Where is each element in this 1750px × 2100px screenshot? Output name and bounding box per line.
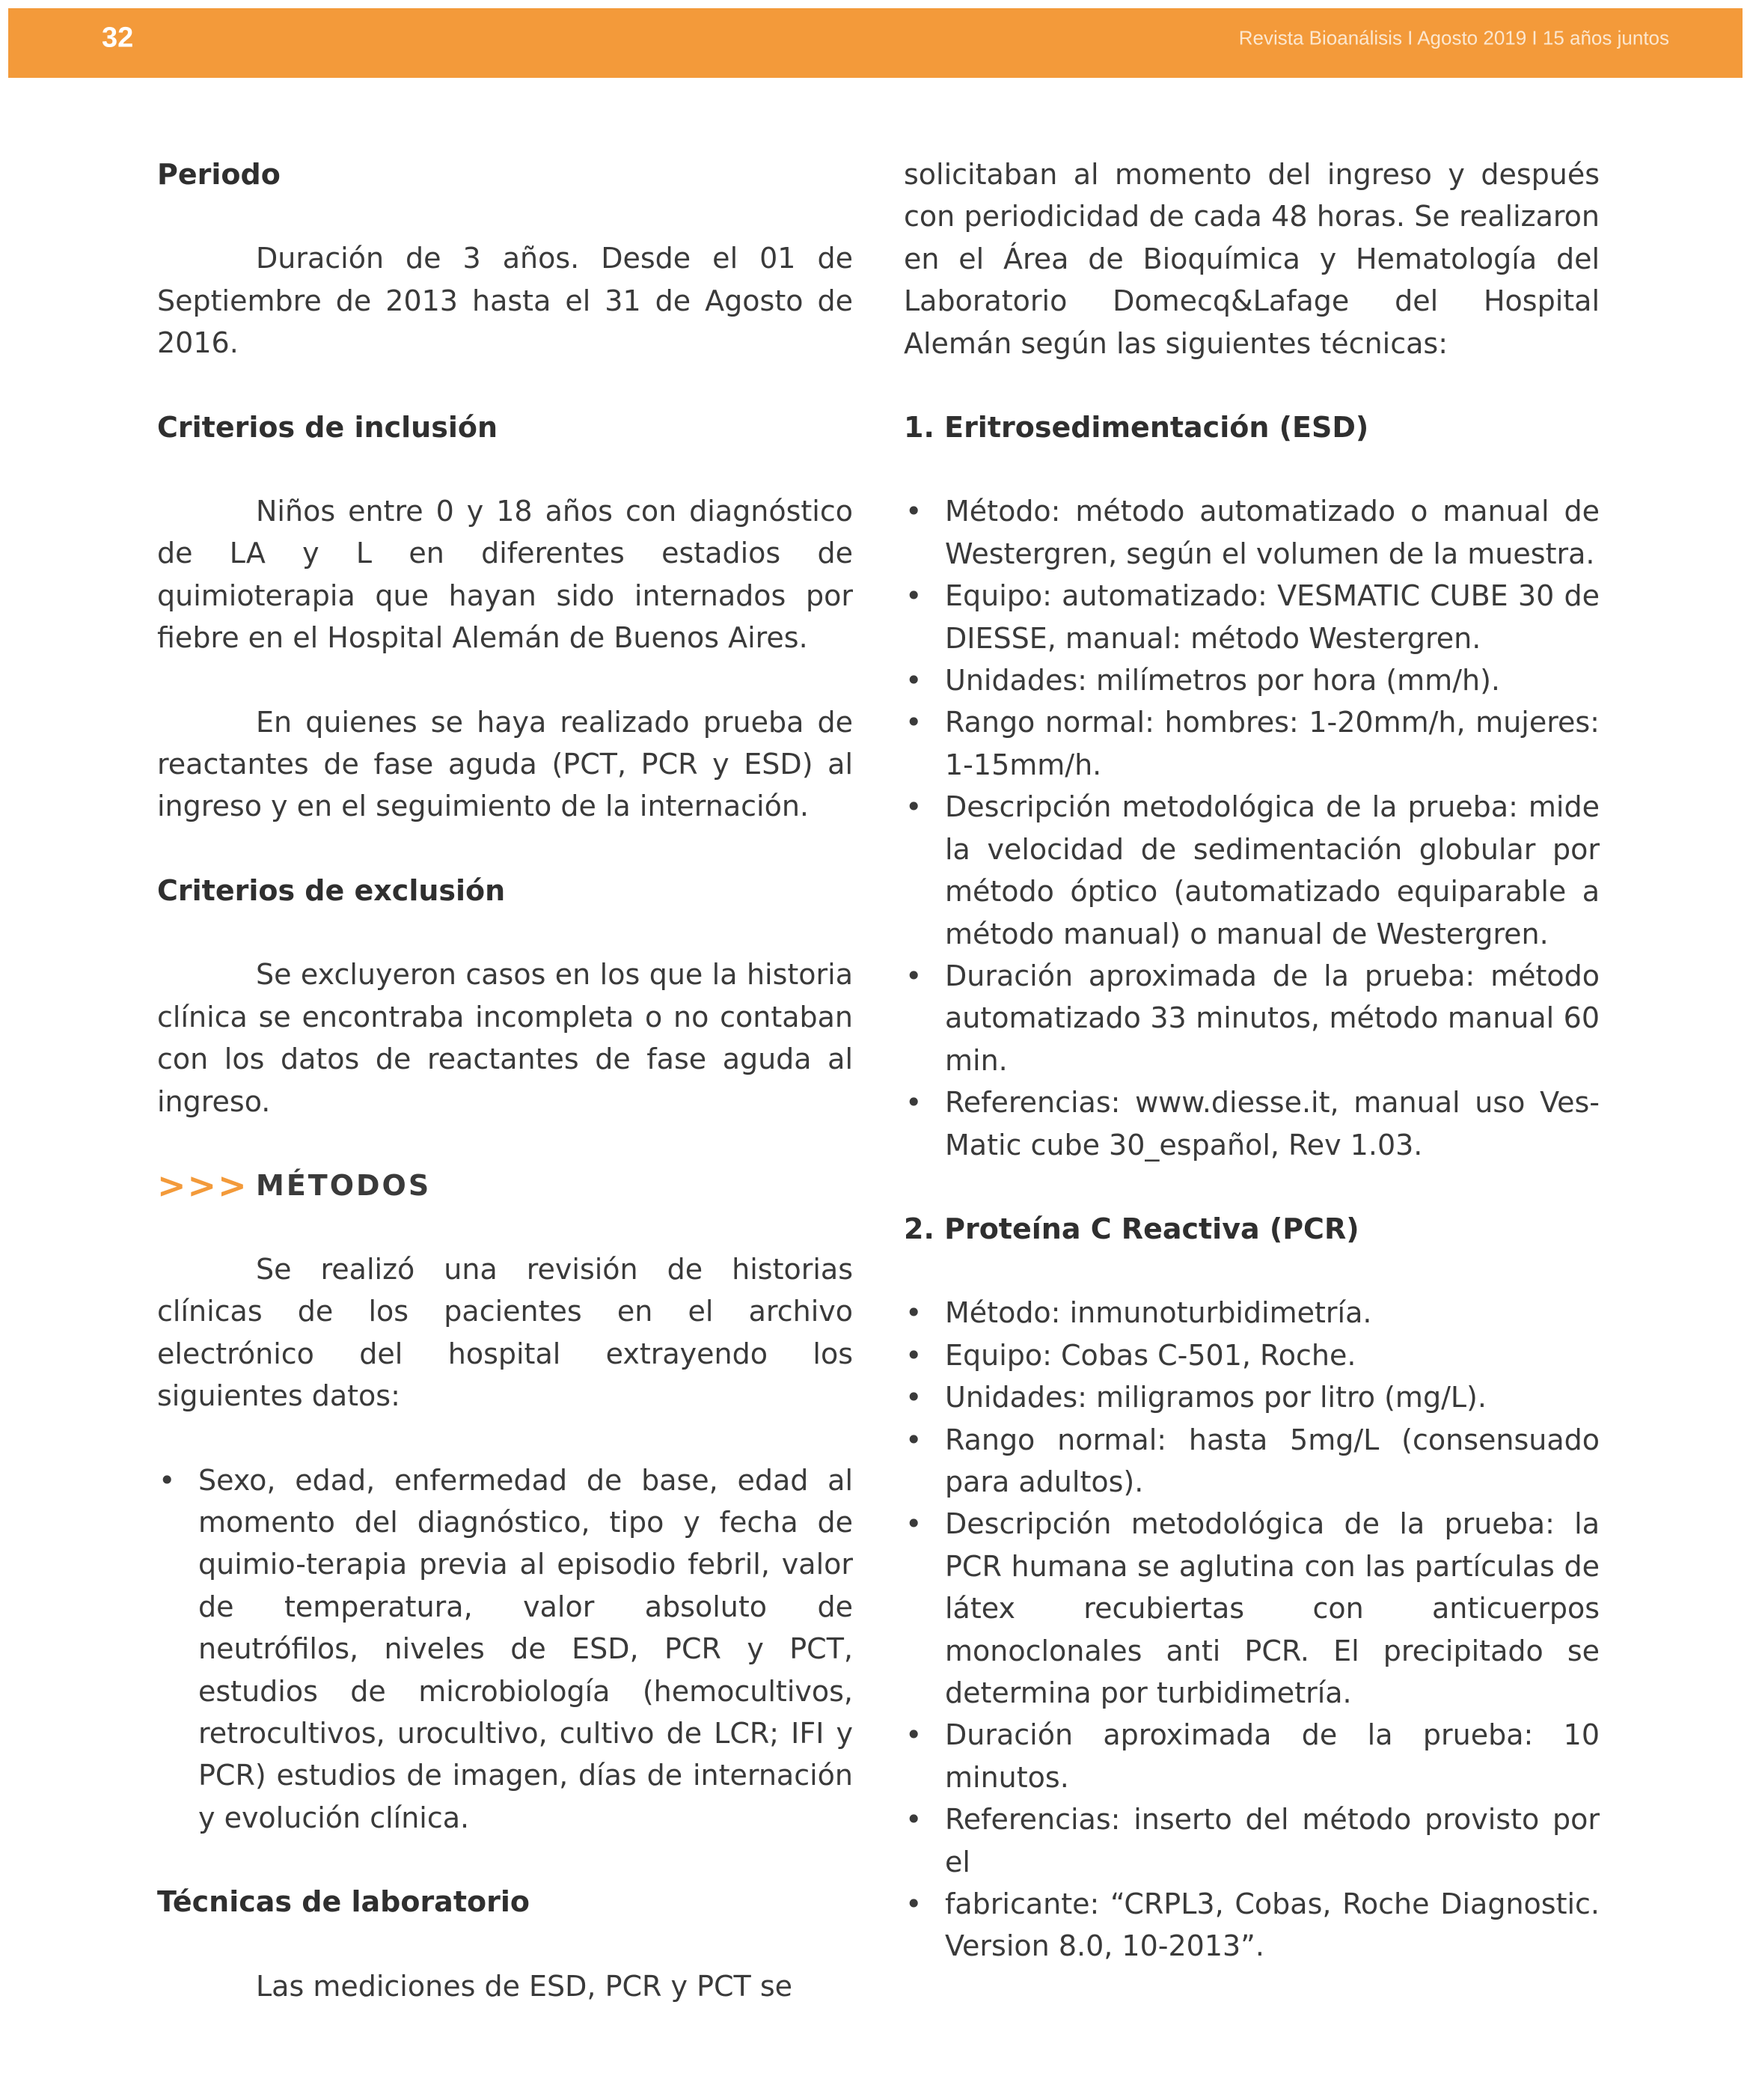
- bullet-icon: •: [905, 1296, 923, 1330]
- list-item: [157, 1459, 853, 1840]
- journal-title: Revista Bioanálisis I Agosto 2019 I 15 años juntos: [1238, 26, 1669, 49]
- list-item: [904, 1376, 1600, 1418]
- tecnicas-text: Las mediciones de ESD, PCR y PCT se: [256, 1969, 792, 2003]
- list-item-text: Método: inmunoturbidimetría.: [945, 1296, 1372, 1330]
- bullet-icon: •: [905, 1507, 923, 1541]
- list-item-text: Equipo: Cobas C-501, Roche.: [945, 1338, 1356, 1372]
- list-item: [904, 575, 1600, 659]
- bullet-icon: •: [905, 790, 923, 824]
- metodos-text: Se realizó una revisión de historias clínicas de los pacientes en el archivo electrónico del hospital extrayendo los siguientes datos:: [157, 1252, 853, 1413]
- bullet-icon: •: [905, 1423, 923, 1456]
- left-column: [157, 153, 853, 2049]
- list-item-text: Unidades: miligramos por litro (mg/L).: [945, 1381, 1487, 1414]
- bullet-icon: •: [905, 706, 923, 739]
- pcr-heading: 2. Proteína C Reactiva (PCR): [904, 1212, 1359, 1245]
- list-item: [904, 659, 1600, 701]
- list-item: [904, 701, 1600, 786]
- bullet-icon: •: [905, 1887, 923, 1921]
- periodo-text: Duración de 3 años. Desde el 01 de Septiembre de 2013 hasta el 31 de Agosto de 2016.: [157, 242, 853, 360]
- list-item: [904, 955, 1600, 1081]
- metodos-section-header: [157, 1165, 853, 1206]
- page-number: 32: [102, 22, 134, 54]
- bullet-icon: •: [905, 664, 923, 698]
- list-item: [904, 1883, 1600, 1968]
- metodos-list: [157, 1459, 853, 1840]
- bullet-icon: •: [905, 1381, 923, 1414]
- bullet-icon: •: [905, 1086, 923, 1120]
- list-item-text: Sexo, edad, enfermedad de base, edad al momento del diagnóstico, tipo y fecha de quimio-terapia previa al episodio febril, valor de temperatura, valor absoluto de neutrófilos, niveles de ESD, PCR y PCT, estudios de microbiología (hemocultivos, retrocultivos, urocultivo, cultivo de LCR; IFI y PCR) estudios de imagen, días de internación y evolución clínica.: [198, 1463, 853, 1834]
- metodos-heading: MÉTODOS: [256, 1168, 432, 1202]
- bullet-icon: •: [905, 1718, 923, 1752]
- list-item-text: Descripción metodológica de la prueba: la PCR humana se aglutina con las partículas de látex recubiertas con anticuerpos monoclonales anti PCR. El precipitado se determina por turbidimetría.: [945, 1507, 1600, 1709]
- inclusion-heading: Criterios de inclusión: [157, 410, 498, 444]
- list-item: [904, 1334, 1600, 1376]
- bullet-icon: •: [905, 959, 923, 992]
- list-item: [904, 786, 1600, 955]
- section-arrows-icon: >>>: [157, 1165, 248, 1206]
- list-item-text: Equipo: automatizado: VESMATIC CUBE 30 de DIESSE, manual: método Westergren.: [945, 579, 1600, 655]
- bullet-icon: •: [159, 1463, 176, 1497]
- list-item-text: Rango normal: hombres: 1-20mm/h, mujeres: 1-15mm/h.: [945, 706, 1600, 781]
- list-item-text: Unidades: milímetros por hora (mm/h).: [945, 664, 1500, 698]
- exclusion-text: Se excluyeron casos en los que la historia clínica se encontraba incompleta o no contaban con los datos de reactantes de fase aguda al ingreso.: [157, 958, 853, 1118]
- inclusion-text-1: Niños entre 0 y 18 años con diagnóstico de LA y L en diferentes estadios de quimioterapia que hayan sido internados por fiebre en el Hospital Alemán de Buenos Aires.: [157, 495, 853, 655]
- right-column: [904, 153, 1600, 2009]
- pcr-list: [904, 1292, 1600, 1968]
- list-item: [904, 1081, 1600, 1166]
- bullet-icon: •: [905, 1338, 923, 1372]
- bullet-icon: •: [905, 1803, 923, 1837]
- list-item-text: Referencias: www.diesse.it, manual uso Ves-Matic cube 30_español, Rev 1.03.: [945, 1086, 1600, 1162]
- list-item-text: fabricante: “CRPL3, Cobas, Roche Diagnostic. Version 8.0, 10-2013”.: [945, 1887, 1600, 1963]
- periodo-heading: Periodo: [157, 158, 281, 191]
- bullet-icon: •: [905, 495, 923, 528]
- list-item-text: Descripción metodológica de la prueba: mide la velocidad de sedimentación globular por método óptico (automatizado equiparable a método manual) o manual de Westergren.: [945, 790, 1600, 950]
- list-item-text: Referencias: inserto del método provisto por el: [945, 1803, 1600, 1878]
- esd-list: [904, 490, 1600, 1166]
- list-item: [904, 1419, 1600, 1504]
- inclusion-text-2: En quienes se haya realizado prueba de reactantes de fase aguda (PCT, PCR y ESD) al ingreso y en el seguimiento de la internación.: [157, 705, 853, 823]
- list-item: [904, 1714, 1600, 1798]
- exclusion-heading: Criterios de exclusión: [157, 873, 506, 907]
- list-item: [904, 490, 1600, 575]
- continuation-text: solicitaban al momento del ingreso y después con periodicidad de cada 48 horas. Se realizaron en el Área de Bioquímica y Hematología del Laboratorio Domecq&Lafage del Hospital Alemán según las siguientes técnicas:: [904, 158, 1600, 360]
- tecnicas-heading: Técnicas de laboratorio: [157, 1885, 530, 1919]
- esd-heading: 1. Eritrosedimentación (ESD): [904, 411, 1369, 445]
- list-item: [904, 1798, 1600, 1883]
- list-item-text: Método: método automatizado o manual de Westergren, según el volumen de la muestra.: [945, 495, 1600, 570]
- list-item: [904, 1292, 1600, 1334]
- list-item-text: Rango normal: hasta 5mg/L (consensuado para adultos).: [945, 1423, 1600, 1498]
- list-item-text: Duración aproximada de la prueba: 10 minutos.: [945, 1718, 1600, 1794]
- list-item: [904, 1503, 1600, 1714]
- bullet-icon: •: [905, 579, 923, 613]
- list-item-text: Duración aproximada de la prueba: método automatizado 33 minutos, método manual 60 min.: [945, 959, 1600, 1077]
